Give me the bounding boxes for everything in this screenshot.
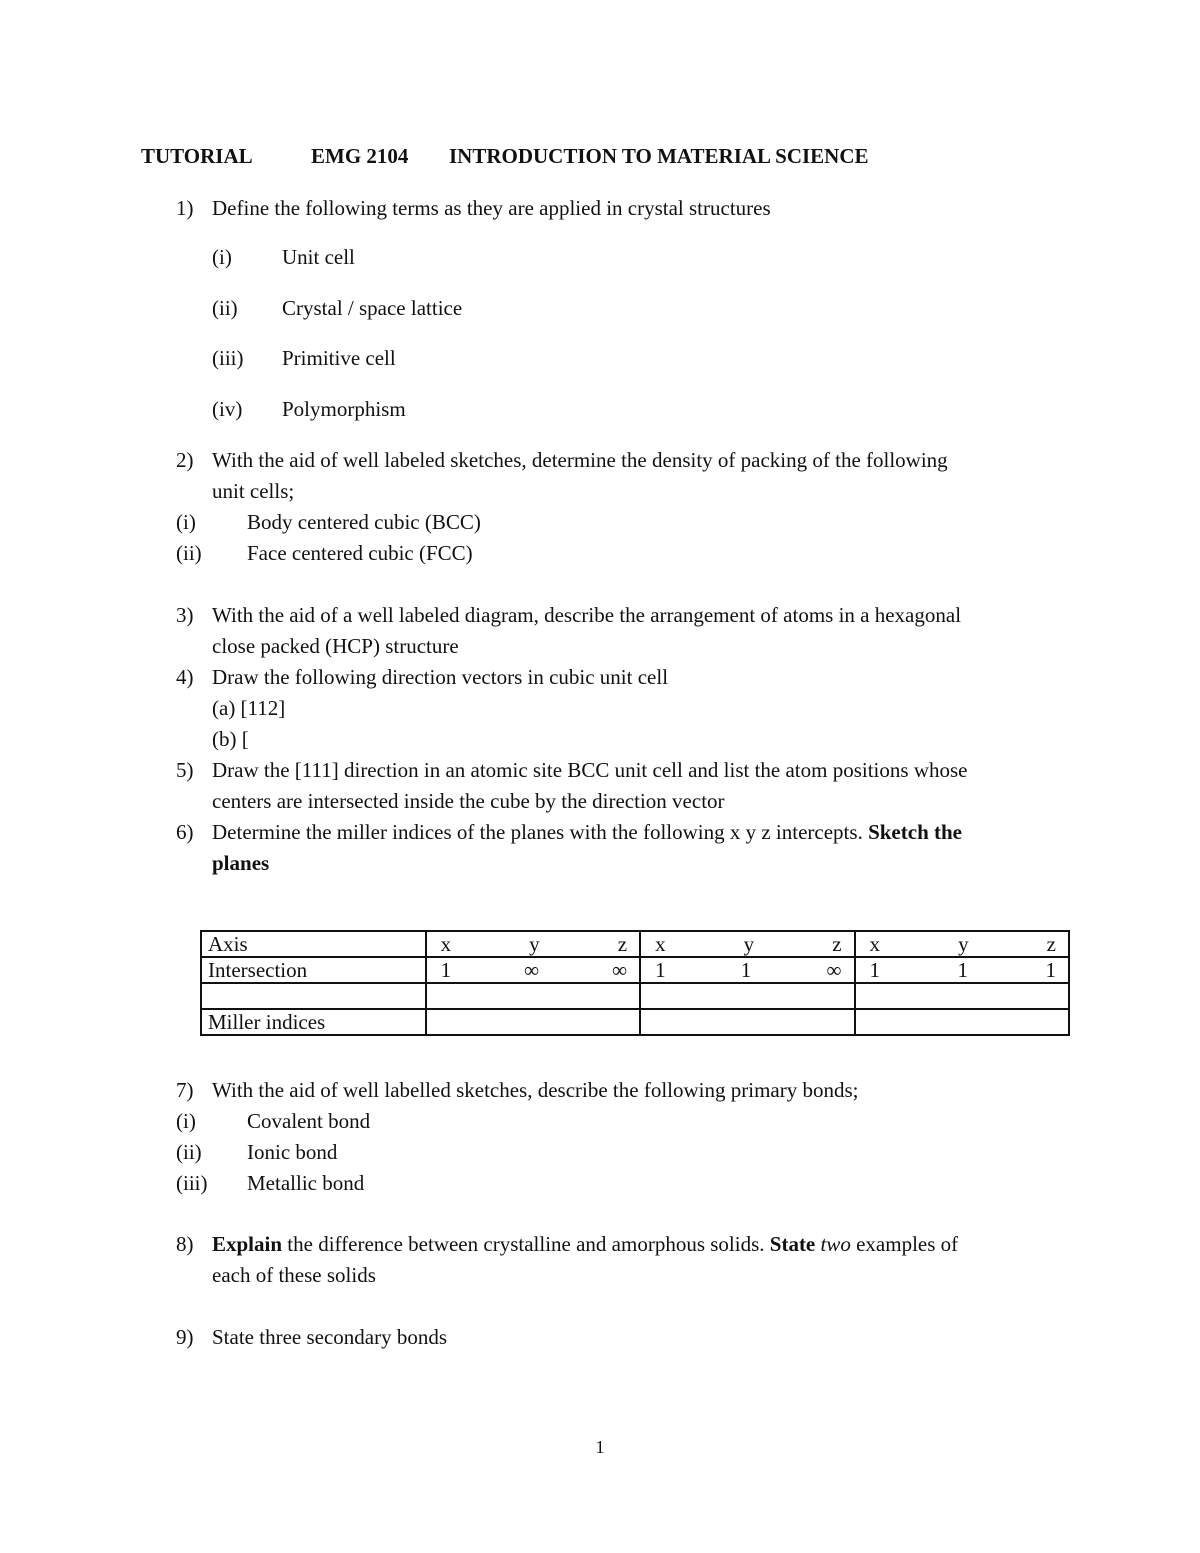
q2-item-text: Body centered cubic (BCC) [247, 510, 481, 534]
q8-text-line1 [212, 1229, 958, 1260]
table-cell-empty [426, 983, 640, 1009]
table-cell-axis-label: Axis [201, 931, 426, 957]
table-cell-axes [640, 931, 854, 957]
q7-item-number: (iii) [176, 1171, 208, 1195]
q2-number: 2) [176, 448, 194, 472]
q1-item-text: Polymorphism [282, 397, 406, 421]
q6-text: Determine the miller indices of the planes with the following x y z intercepts. [212, 820, 869, 844]
intercept-x: 1 [655, 958, 666, 982]
q8-text: the difference between crystalline and amorphous solids. [282, 1232, 770, 1256]
table-row-empty [201, 983, 1069, 1009]
axis-y: y [958, 932, 969, 956]
axis-z: z [1046, 932, 1056, 956]
q1-item-text: Unit cell [282, 245, 355, 269]
q2-text-line1: With the aid of well labeled sketches, determine the density of packing of the following [212, 448, 948, 472]
page-number: 1 [595, 1437, 605, 1457]
table-cell-empty [855, 983, 1069, 1009]
table-cell-axes [855, 931, 1069, 957]
q6-text-line2 [212, 848, 269, 879]
axis-z: z [832, 932, 842, 956]
table-row-axis [201, 931, 1069, 957]
q6-text-line1 [212, 817, 962, 848]
intercept-y: ∞ [524, 958, 540, 982]
miller-indices-table [200, 930, 1070, 1036]
q1-item-number: (ii) [212, 296, 238, 320]
title-course-name: INTRODUCTION TO MATERIAL SCIENCE [449, 144, 869, 168]
q4-number: 4) [176, 665, 194, 689]
axis-z: z [617, 932, 628, 956]
q6-bold-instruction-cont: planes [212, 851, 270, 875]
q1-item-number: (i) [212, 245, 232, 269]
q7-text: With the aid of well labelled sketches, describe the following primary bonds; [212, 1078, 859, 1102]
q1-item-number: (iii) [212, 346, 244, 370]
intercept-z: 1 [1045, 958, 1056, 982]
q8-bold-state: State [769, 1232, 816, 1256]
title-course-code: EMG 2104 [311, 144, 409, 168]
table-row-intersection [201, 957, 1069, 983]
q8-text-end: examples of [850, 1232, 959, 1256]
intercept-z: ∞ [612, 958, 628, 982]
axis-x: x [869, 932, 881, 956]
axis-x: x [440, 932, 452, 956]
q1-text: Define the following terms as they are applied in crystal structures [212, 196, 771, 220]
q3-text-line2: close packed (HCP) structure [212, 634, 459, 658]
title-tutorial: TUTORIAL [141, 144, 253, 168]
intercept-x: 1 [869, 958, 881, 982]
axis-y: y [529, 932, 540, 956]
q4-text: Draw the following direction vectors in cubic unit cell [212, 665, 669, 689]
table-cell-axes [426, 931, 640, 957]
q7-item-number: (ii) [176, 1140, 202, 1164]
q1-item-number: (iv) [212, 397, 243, 421]
q7-number: 7) [176, 1078, 194, 1102]
q2-text-line2: unit cells; [212, 479, 295, 503]
table-cell-intercepts [855, 957, 1069, 983]
q9-text: State three secondary bonds [212, 1325, 448, 1349]
table-cell-empty [855, 1009, 1069, 1035]
page-title [141, 141, 869, 172]
table-cell-intercepts [426, 957, 640, 983]
q2-item-text: Face centered cubic (FCC) [247, 541, 473, 565]
table-row-miller [201, 1009, 1069, 1035]
intercept-y: 1 [740, 958, 752, 982]
table-cell-empty [426, 1009, 640, 1035]
q5-number: 5) [176, 758, 194, 782]
q8-italic-two: two [820, 1232, 851, 1256]
table-cell-intersection-label: Intersection [201, 957, 426, 983]
q8-bold-explain: Explain [212, 1232, 283, 1256]
q9-number: 9) [176, 1325, 194, 1349]
q6-bold-instruction: Sketch the [868, 820, 962, 844]
table-cell-empty [640, 1009, 854, 1035]
q7-item-number: (i) [176, 1109, 196, 1133]
q3-text-line1: With the aid of a well labeled diagram, describe the arrangement of atoms in a hexagonal [212, 603, 962, 627]
axis-y: y [743, 932, 755, 956]
table-cell-empty [640, 983, 854, 1009]
q7-item-text: Metallic bond [247, 1171, 365, 1195]
axis-x: x [655, 932, 666, 956]
q6-number: 6) [176, 820, 194, 844]
intercept-x: 1 [440, 958, 452, 982]
table-cell-miller-label: Miller indices [201, 1009, 426, 1035]
table-cell-intercepts [640, 957, 854, 983]
q8-text-line2: each of these solids [212, 1263, 376, 1287]
q2-item-number: (i) [176, 510, 196, 534]
intercept-z: ∞ [826, 958, 842, 982]
q7-item-text: Covalent bond [247, 1109, 371, 1133]
q8-number: 8) [176, 1232, 194, 1256]
q3-number: 3) [176, 603, 194, 627]
intercept-y: 1 [957, 958, 968, 982]
q1-number: 1) [176, 196, 194, 220]
q5-text-line1: Draw the [111] direction in an atomic site BCC unit cell and list the atom positions whose [212, 758, 968, 782]
q1-item-text: Primitive cell [282, 346, 396, 370]
q2-item-number: (ii) [176, 541, 202, 565]
q4-part-b: (b) [ [212, 727, 249, 751]
q5-text-line2: centers are intersected inside the cube by the direction vector [212, 789, 725, 813]
table-cell-empty [201, 983, 426, 1009]
q4-part-a: (a) [112] [212, 696, 286, 720]
q1-item-text: Crystal / space lattice [282, 296, 463, 320]
q7-item-text: Ionic bond [247, 1140, 338, 1164]
